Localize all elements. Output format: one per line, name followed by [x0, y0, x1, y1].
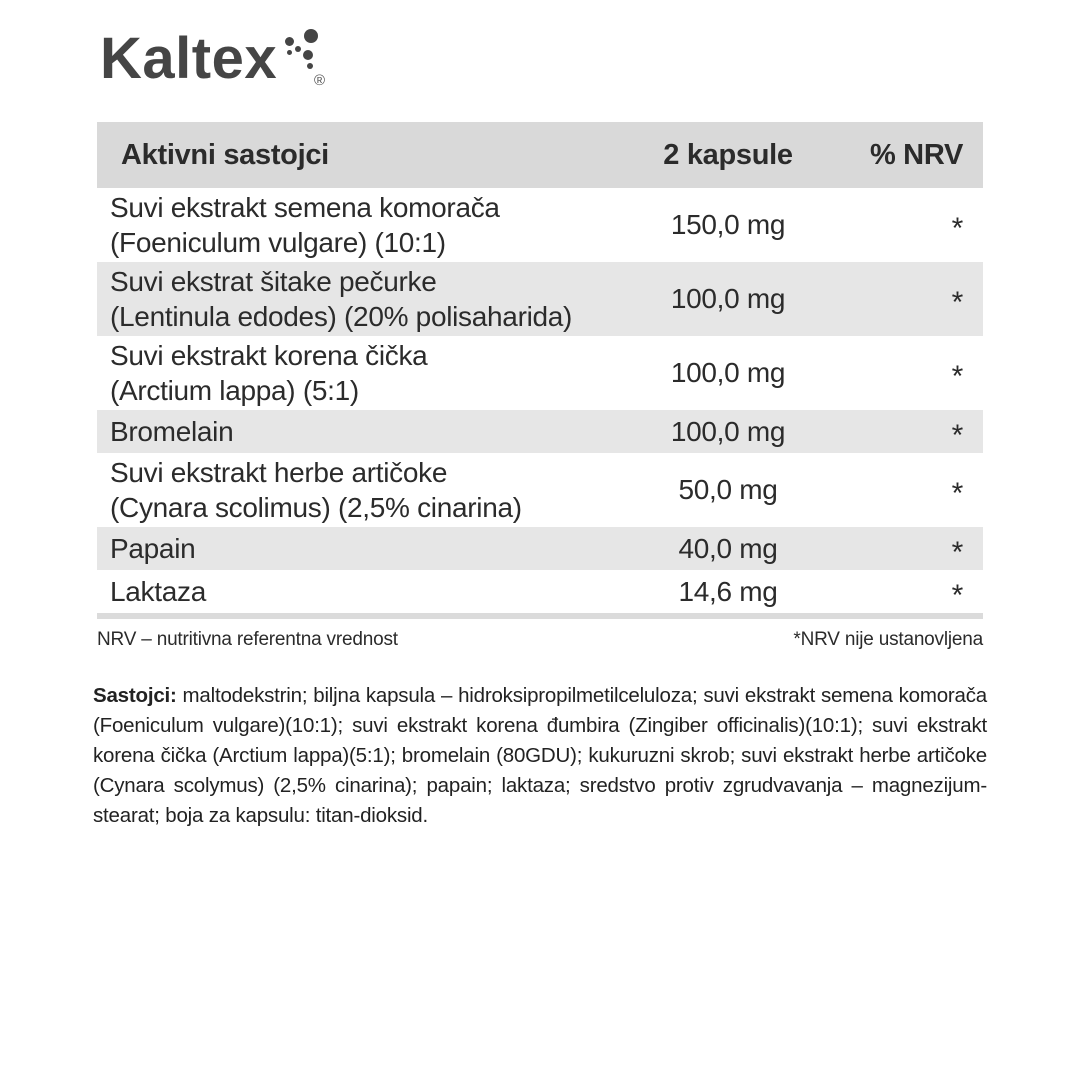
ingredient-name: Suvi ekstrakt semena komorača (Foeniculum vulgare) (10:1): [110, 192, 500, 258]
nrv-definition-note: NRV – nutritivna referentna vrednost: [97, 629, 398, 650]
ingredient-name: Laktaza: [110, 576, 206, 607]
table-row: [97, 527, 983, 570]
table-row: [97, 410, 983, 453]
nrv-asterisk-note: *NRV nije ustanovljena: [793, 629, 983, 650]
brand-logo-text: Kaltex: [100, 26, 278, 91]
ingredient-nrv: *: [951, 535, 963, 569]
brand-logo: [100, 24, 360, 102]
active-ingredients-table: [97, 122, 983, 651]
ingredient-nrv: *: [951, 418, 963, 452]
table-row: [97, 262, 983, 336]
logo-dot-icon: [304, 29, 318, 43]
logo-dot-icon: [287, 50, 292, 55]
ingredient-amount: 14,6 mg: [678, 575, 778, 607]
logo-dot-icon: [303, 50, 313, 60]
ingredient-amount: 150,0 mg: [670, 209, 786, 240]
table-row: [97, 188, 983, 262]
ingredient-name: Papain: [110, 533, 196, 564]
ingredient-amount: 100,0 mg: [670, 415, 786, 447]
ingredient-amount: 50,0 mg: [678, 474, 778, 505]
header-nrv-label: % NRV: [869, 138, 963, 171]
table-bottom-divider: [97, 613, 983, 619]
ingredient-amount: 40,0 mg: [678, 532, 778, 564]
ingredient-nrv: *: [951, 212, 963, 245]
table-row: [97, 570, 983, 613]
ingredients-text: maltodekstrin; biljna kapsula – hidroksipropilmetilceluloza; suvi ekstrakt semena komorača (Foeniculum vulgare)(10:1); suvi ekstrakt korena đumbira (Zingiber officinalis)(10:1); suvi ekstrakt korena čička (Arctium lappa)(5:1); bromelain (80GDU); kukuruzni skrob; suvi ekstrakt herbe artičoke (Cynara scolymus) (2,5% cinarina); papain; laktaza; sredstvo protiv zgrudvavanja – magnezijum-stearat; boja za kapsulu: titan-dioksid.: [93, 684, 987, 827]
ingredient-name: Bromelain: [110, 416, 234, 447]
ingredient-nrv: *: [951, 578, 963, 612]
registered-trademark-icon: ®: [314, 72, 326, 89]
ingredient-name: Suvi ekstrakt korena čička (Arctium lappa) (5:1): [110, 340, 428, 406]
header-ingredient-label: Aktivni sastojci: [121, 138, 329, 171]
ingredients-label: Sastojci:: [93, 684, 177, 707]
ingredient-name: Suvi ekstrakt herbe artičoke (Cynara scolimus) (2,5% cinarina): [110, 457, 522, 523]
table-header-row: [97, 122, 983, 188]
logo-dot-icon: [285, 37, 294, 46]
header-amount-label: 2 kapsule: [663, 138, 793, 171]
ingredient-nrv: *: [951, 477, 963, 510]
logo-dot-icon: [295, 46, 301, 52]
ingredient-name: Suvi ekstrat šitake pečurke (Lentinula edodes) (20% polisaharida): [110, 266, 573, 332]
table-row: [97, 336, 983, 410]
table-row: [97, 453, 983, 527]
ingredient-amount: 100,0 mg: [670, 357, 786, 388]
ingredient-nrv: *: [951, 360, 963, 393]
table-footnotes: [97, 629, 983, 651]
ingredients-paragraph: [93, 681, 987, 831]
logo-dot-icon: [307, 63, 313, 69]
ingredient-amount: 100,0 mg: [670, 283, 786, 314]
ingredient-nrv: *: [951, 286, 963, 319]
